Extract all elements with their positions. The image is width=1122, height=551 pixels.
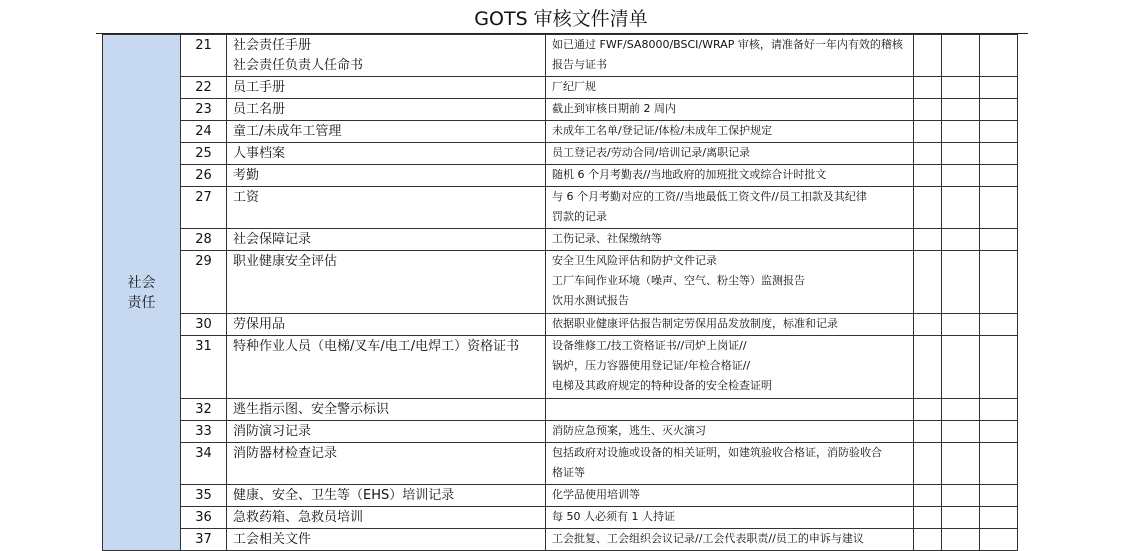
item-number: 23 <box>181 99 227 121</box>
check-cell-1 <box>914 35 942 77</box>
requirement-text: 报告与证书 <box>552 58 607 71</box>
requirement-text: 员工登记表/劳动合同/培训记录/离职记录 <box>552 146 751 159</box>
requirement-text: 与 6 个月考勤对应的工资//当地最低工资文件//员工扣款及其纪律 <box>552 190 867 203</box>
requirement-text: 未成年工名单/登记证/体检/未成年工保护规定 <box>552 124 773 137</box>
document-name: 童工/未成年工管理 <box>233 124 342 139</box>
document-name-cell <box>227 314 546 336</box>
check-cell-1 <box>914 143 942 165</box>
document-name-cell <box>227 35 546 77</box>
document-name: 健康、安全、卫生等（EHS）培训记录 <box>233 488 455 503</box>
table-row <box>103 229 1018 251</box>
item-number: 28 <box>181 229 227 251</box>
check-cell-3 <box>980 399 1018 421</box>
table-row <box>103 485 1018 507</box>
requirement-text: 如已通过 FWF/SA8000/BSCI/WRAP 审核，请准备好一年内有效的稽核 <box>552 38 903 51</box>
table-row <box>103 443 1018 485</box>
requirement-text: 格证等 <box>552 466 585 479</box>
check-cell-1 <box>914 187 942 229</box>
check-cell-2 <box>942 99 980 121</box>
requirement-cell <box>546 507 914 529</box>
table-row <box>103 336 1018 399</box>
check-cell-2 <box>942 443 980 485</box>
item-number: 29 <box>181 251 227 314</box>
document-name: 逃生指示图、安全警示标识 <box>233 402 390 417</box>
item-number: 21 <box>181 35 227 77</box>
table-row <box>103 251 1018 314</box>
check-cell-3 <box>980 336 1018 399</box>
item-number: 27 <box>181 187 227 229</box>
document-name: 员工名册 <box>233 102 286 117</box>
item-number: 30 <box>181 314 227 336</box>
document-name: 人事档案 <box>233 146 286 161</box>
document-name-cell <box>227 485 546 507</box>
check-cell-3 <box>980 314 1018 336</box>
requirement-cell <box>546 143 914 165</box>
check-cell-3 <box>980 187 1018 229</box>
check-cell-1 <box>914 485 942 507</box>
document-name: 职业健康安全评估 <box>233 254 338 269</box>
table-row <box>103 421 1018 443</box>
requirement-cell <box>546 529 914 551</box>
check-cell-3 <box>980 165 1018 187</box>
item-number: 36 <box>181 507 227 529</box>
requirement-text: 每 50 人必须有 1 人持证 <box>552 510 675 523</box>
requirement-text: 工厂车间作业环境（噪声、空气、粉尘等）监测报告 <box>552 274 805 287</box>
requirement-text: 工伤记录、社保缴纳等 <box>552 232 662 245</box>
check-cell-1 <box>914 99 942 121</box>
document-name-cell <box>227 529 546 551</box>
check-cell-2 <box>942 399 980 421</box>
table-row <box>103 187 1018 229</box>
item-number: 34 <box>181 443 227 485</box>
requirement-text: 锅炉，压力容器使用登记证/年检合格证// <box>552 359 751 372</box>
item-number: 25 <box>181 143 227 165</box>
check-cell-3 <box>980 121 1018 143</box>
item-number: 35 <box>181 485 227 507</box>
requirement-cell <box>546 421 914 443</box>
check-cell-3 <box>980 35 1018 77</box>
check-cell-1 <box>914 529 942 551</box>
check-cell-2 <box>942 529 980 551</box>
table-row <box>103 314 1018 336</box>
check-cell-1 <box>914 121 942 143</box>
requirement-cell <box>546 485 914 507</box>
requirement-text: 依据职业健康评估报告制定劳保用品发放制度，标准和记录 <box>552 317 838 330</box>
check-cell-3 <box>980 229 1018 251</box>
document-name-cell <box>227 251 546 314</box>
table-row <box>103 121 1018 143</box>
requirement-cell <box>546 443 914 485</box>
document-name: 工资 <box>233 190 260 205</box>
requirement-text: 电梯及其政府规定的特种设备的安全检查证明 <box>552 379 772 392</box>
requirement-text: 消防应急预案，逃生、灭火演习 <box>552 424 706 437</box>
document-name: 工会相关文件 <box>233 532 312 547</box>
requirement-text: 罚款的记录 <box>552 210 607 223</box>
document-name: 社会保障记录 <box>233 232 312 247</box>
check-cell-2 <box>942 507 980 529</box>
check-cell-1 <box>914 399 942 421</box>
check-cell-2 <box>942 314 980 336</box>
document-name: 员工手册 <box>233 80 286 95</box>
check-cell-2 <box>942 421 980 443</box>
document-name: 劳保用品 <box>233 317 286 332</box>
table-row <box>103 35 1018 77</box>
table-row <box>103 165 1018 187</box>
document-name: 消防演习记录 <box>233 424 312 439</box>
document-name: 考勤 <box>233 168 260 183</box>
document-name: 消防器材检查记录 <box>233 446 338 461</box>
requirement-cell <box>546 165 914 187</box>
document-name: 特种作业人员（电梯/叉车/电工/电焊工）资格证书 <box>233 339 520 354</box>
check-cell-1 <box>914 443 942 485</box>
requirement-cell <box>546 35 914 77</box>
document-name-cell <box>227 165 546 187</box>
requirement-cell <box>546 251 914 314</box>
check-cell-2 <box>942 187 980 229</box>
check-cell-1 <box>914 336 942 399</box>
check-cell-1 <box>914 77 942 99</box>
category-label: 社会 <box>127 274 156 291</box>
check-cell-3 <box>980 421 1018 443</box>
item-number: 33 <box>181 421 227 443</box>
item-number: 31 <box>181 336 227 399</box>
item-number: 24 <box>181 121 227 143</box>
requirement-cell <box>546 336 914 399</box>
check-cell-2 <box>942 336 980 399</box>
requirement-cell <box>546 121 914 143</box>
document-name-cell <box>227 399 546 421</box>
check-cell-3 <box>980 77 1018 99</box>
requirement-text: 厂纪厂规 <box>552 80 596 93</box>
document-name-cell <box>227 421 546 443</box>
item-number: 32 <box>181 399 227 421</box>
item-number: 26 <box>181 165 227 187</box>
requirement-text: 设备维修工/技工资格证书//司炉上岗证// <box>552 339 747 352</box>
check-cell-2 <box>942 121 980 143</box>
document-name: 社会责任手册 <box>233 38 312 53</box>
table-body <box>103 35 1018 551</box>
document-name-cell <box>227 443 546 485</box>
table-row <box>103 99 1018 121</box>
check-cell-3 <box>980 251 1018 314</box>
check-cell-1 <box>914 165 942 187</box>
document-name-cell <box>227 229 546 251</box>
requirement-cell <box>546 187 914 229</box>
check-cell-3 <box>980 529 1018 551</box>
document-name: 急救药箱、急救员培训 <box>233 510 364 525</box>
document-name: 社会责任负责人任命书 <box>233 58 364 73</box>
check-cell-2 <box>942 77 980 99</box>
requirement-cell <box>546 314 914 336</box>
check-cell-1 <box>914 507 942 529</box>
check-cell-1 <box>914 251 942 314</box>
check-cell-3 <box>980 99 1018 121</box>
check-cell-3 <box>980 443 1018 485</box>
check-cell-3 <box>980 143 1018 165</box>
requirement-cell <box>546 399 914 421</box>
requirement-text: 包括政府对设施或设备的相关证明，如建筑验收合格证，消防验收合 <box>552 446 882 459</box>
document-name-cell <box>227 143 546 165</box>
document-name-cell <box>227 99 546 121</box>
check-cell-2 <box>942 143 980 165</box>
check-cell-3 <box>980 485 1018 507</box>
check-cell-1 <box>914 421 942 443</box>
category-cell <box>103 35 181 551</box>
category-label: 责任 <box>127 294 156 311</box>
table-row <box>103 507 1018 529</box>
requirement-text: 随机 6 个月考勤表//当地政府的加班批文或综合计时批文 <box>552 168 827 181</box>
requirement-text: 安全卫生风险评估和防护文件记录 <box>552 254 717 267</box>
table-row <box>103 399 1018 421</box>
document-name-cell <box>227 187 546 229</box>
check-cell-2 <box>942 251 980 314</box>
table-row <box>103 529 1018 551</box>
audit-document-table <box>102 34 1018 551</box>
check-cell-2 <box>942 485 980 507</box>
table-row <box>103 77 1018 99</box>
requirement-cell <box>546 99 914 121</box>
document-title: GOTS 审核文件清单 <box>474 8 648 30</box>
requirement-cell <box>546 229 914 251</box>
check-cell-1 <box>914 314 942 336</box>
check-cell-2 <box>942 35 980 77</box>
document-name-cell <box>227 121 546 143</box>
check-cell-3 <box>980 507 1018 529</box>
document-name-cell <box>227 77 546 99</box>
document-name-cell <box>227 336 546 399</box>
item-number: 22 <box>181 77 227 99</box>
check-cell-2 <box>942 165 980 187</box>
check-cell-2 <box>942 229 980 251</box>
document-name-cell <box>227 507 546 529</box>
requirement-text: 工会批复、工会组织会议记录//工会代表职责//员工的申诉与建议 <box>552 532 864 545</box>
item-number: 37 <box>181 529 227 551</box>
requirement-text: 截止到审核日期前 2 周内 <box>552 102 676 115</box>
table-row <box>103 143 1018 165</box>
check-cell-1 <box>914 229 942 251</box>
requirement-text: 化学品使用培训等 <box>552 488 640 501</box>
requirement-cell <box>546 77 914 99</box>
requirement-text: 饮用水测试报告 <box>552 294 629 307</box>
